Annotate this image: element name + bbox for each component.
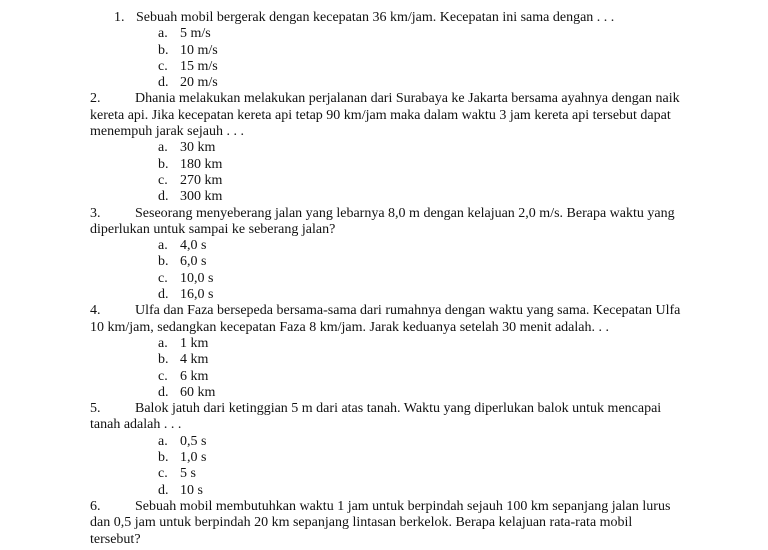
option-c [90,59,690,75]
question-line: dan 0,5 jam untuk berpindah 20 km sepanjang lintasan berkelok. Berapa kelajuan rata-rata mobil [90,515,633,531]
question-line [90,401,690,417]
question-line: menempuh jarak sejauh . . . [90,124,244,140]
option-text: 6,0 s [180,254,207,270]
option-letter: a. [158,238,168,254]
option-a [90,238,690,254]
option-letter: c. [158,466,168,482]
option-a [90,336,690,352]
option-d [90,385,690,401]
question-number: 3. [90,205,101,221]
option-a [90,26,690,42]
question-number: 2. [90,91,101,107]
option-text: 16,0 s [180,287,214,303]
option-b [90,450,690,466]
question-text: Dhania melakukan melakukan perjalanan dari Surabaya ke Jakarta bersama ayahnya dengan naik [135,91,680,107]
option-a [90,434,690,450]
option-d [90,483,690,499]
question-3 [90,206,690,304]
question-5 [90,401,690,499]
option-letter: d. [158,384,169,400]
question-line: tersebut? [90,531,141,547]
option-text: 60 km [180,384,216,400]
option-letter: b. [158,156,169,172]
option-d [90,75,690,91]
option-letter: d. [158,75,169,91]
question-line [90,91,690,107]
question-line [90,10,690,26]
option-text: 20 m/s [180,75,218,91]
option-letter: d. [158,189,169,205]
question-line: diperlukan untuk sampai ke seberang jalan? [90,221,336,237]
option-text: 10 s [180,482,203,498]
option-text: 0,5 s [180,433,207,449]
question-text: Sebuah mobil bergerak dengan kecepatan 36 km/jam. Kecepatan ini sama dengan . . . [136,10,615,25]
option-letter: d. [158,287,169,303]
option-text: 1,0 s [180,450,207,466]
option-text: 30 km [180,140,216,156]
question-1 [90,10,690,91]
option-letter: a. [158,433,168,449]
question-line: 10 km/jam, sedangkan kecepatan Faza 8 km/jam. Jarak keduanya setelah 30 menit adalah. . . [90,319,609,335]
option-letter: c. [158,270,168,286]
option-text: 4 km [180,352,209,368]
question-line: tanah adalah . . . [90,417,182,433]
option-letter: a. [158,335,168,351]
option-letter: b. [158,42,169,58]
option-text: 300 km [180,189,223,205]
question-line [90,303,690,319]
question-text: Balok jatuh dari ketinggian 5 m dari atas tanah. Waktu yang diperlukan balok untuk mencapai [135,401,662,417]
option-letter: a. [158,140,168,156]
option-b [90,352,690,368]
option-a [90,140,690,156]
option-text: 15 m/s [180,58,218,74]
document-body [90,10,690,548]
question-text: Sebuah mobil membutuhkan waktu 1 jam untuk berpindah sejauh 100 km sepanjang jalan lurus [135,498,671,514]
question-line [90,499,690,515]
question-number: 1. [114,10,125,25]
option-letter: b. [158,254,169,270]
option-c [90,271,690,287]
option-c [90,173,690,189]
option-letter: d. [158,482,169,498]
option-letter: c. [158,368,168,384]
question-4 [90,303,690,401]
option-text: 1 km [180,335,209,351]
question-6 [90,499,690,548]
option-letter: a. [158,26,168,42]
question-number: 4. [90,303,101,319]
option-d [90,189,690,205]
question-number: 6. [90,498,101,514]
option-text: 10 m/s [180,42,218,58]
question-number: 5. [90,401,101,417]
option-b [90,254,690,270]
question-2 [90,91,690,205]
option-text: 6 km [180,368,209,384]
question-line [90,206,690,222]
question-text: Ulfa dan Faza bersepeda bersama-sama dari rumahnya dengan waktu yang sama. Kecepatan Ulfa [135,303,681,319]
option-text: 4,0 s [180,238,207,254]
option-text: 180 km [180,156,223,172]
option-letter: b. [158,450,169,466]
option-text: 5 m/s [180,26,211,42]
question-text: Seseorang menyeberang jalan yang lebarnya 8,0 m dengan kelajuan 2,0 m/s. Berapa waktu yang [135,205,675,221]
option-c [90,466,690,482]
option-text: 5 s [180,466,196,482]
question-line: kereta api. Jika kecepatan kereta api tetap 90 km/jam maka dalam waktu 3 jam kereta api tersebut dapat [90,107,671,123]
option-b [90,43,690,59]
option-b [90,157,690,173]
option-d [90,287,690,303]
option-text: 270 km [180,172,223,188]
option-letter: c. [158,172,168,188]
option-text: 10,0 s [180,270,214,286]
option-letter: b. [158,352,169,368]
option-letter: c. [158,58,168,74]
option-c [90,369,690,385]
